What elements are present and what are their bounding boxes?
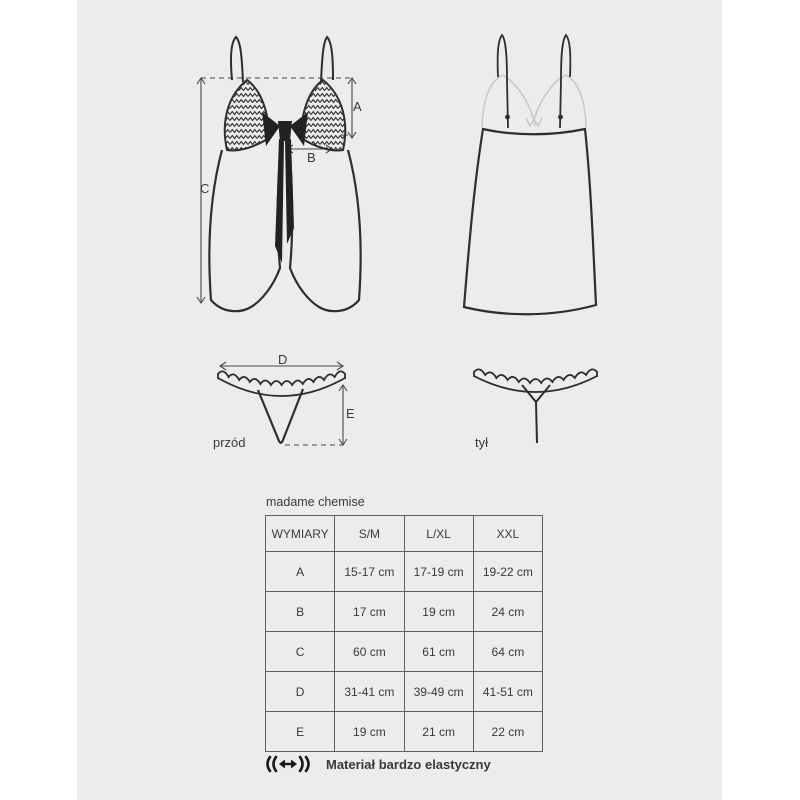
- back-straps: [498, 35, 571, 128]
- chemise-back-diagram: [450, 25, 610, 320]
- value-cell: 24 cm: [473, 592, 542, 632]
- thong-back-waistband: [474, 369, 597, 392]
- bow-ribbon: [262, 112, 308, 263]
- value-cell: 19 cm: [404, 592, 473, 632]
- thong-waistband: [218, 371, 345, 396]
- chemise-back-body: [464, 129, 596, 314]
- row-label: E: [266, 712, 335, 752]
- row-label: B: [266, 592, 335, 632]
- row-label: C: [266, 632, 335, 672]
- value-cell: 15-17 cm: [335, 552, 404, 592]
- value-cell: 60 cm: [335, 632, 404, 672]
- elastic-stretch-icon: [263, 755, 313, 773]
- front-view-caption: przód: [213, 435, 246, 450]
- faint-cup-outline: [482, 75, 586, 127]
- value-cell: 64 cm: [473, 632, 542, 672]
- header-cell-xxl: XXL: [473, 516, 542, 552]
- chemise-front-diagram: [185, 20, 375, 320]
- measure-label-d: D: [278, 352, 288, 367]
- table-row: [266, 672, 543, 712]
- measure-label-b: B: [307, 150, 316, 165]
- size-table-title: madame chemise: [266, 495, 365, 509]
- table-row: [266, 552, 543, 592]
- material-footer: [263, 755, 491, 773]
- measure-label-e: E: [346, 406, 355, 421]
- row-label: D: [266, 672, 335, 712]
- measure-label-c: C: [200, 181, 210, 196]
- shoulder-straps: [231, 37, 333, 82]
- header-cell-lxl: L/XL: [404, 516, 473, 552]
- value-cell: 21 cm: [404, 712, 473, 752]
- value-cell: 19-22 cm: [473, 552, 542, 592]
- thong-back-string: [522, 385, 550, 443]
- thong-front-v: [258, 389, 303, 443]
- header-cell-dimensions: WYMIARY: [266, 516, 335, 552]
- value-cell: 31-41 cm: [335, 672, 404, 712]
- value-cell: 61 cm: [404, 632, 473, 672]
- value-cell: 22 cm: [473, 712, 542, 752]
- babydoll-body: [209, 144, 360, 311]
- measure-label-a: A: [353, 99, 362, 114]
- value-cell: 41-51 cm: [473, 672, 542, 712]
- table-row: [266, 712, 543, 752]
- value-cell: 17 cm: [335, 592, 404, 632]
- header-cell-sm: S/M: [335, 516, 404, 552]
- size-table: [265, 515, 543, 752]
- table-row: [266, 592, 543, 632]
- value-cell: 39-49 cm: [404, 672, 473, 712]
- value-cell: 17-19 cm: [404, 552, 473, 592]
- back-view-caption: tył: [475, 435, 488, 450]
- table-row: [266, 632, 543, 672]
- size-table-header-row: [266, 516, 543, 552]
- size-table-section: [265, 495, 543, 752]
- material-note: Materiał bardzo elastyczny: [326, 756, 491, 772]
- value-cell: 19 cm: [335, 712, 404, 752]
- row-label: A: [266, 552, 335, 592]
